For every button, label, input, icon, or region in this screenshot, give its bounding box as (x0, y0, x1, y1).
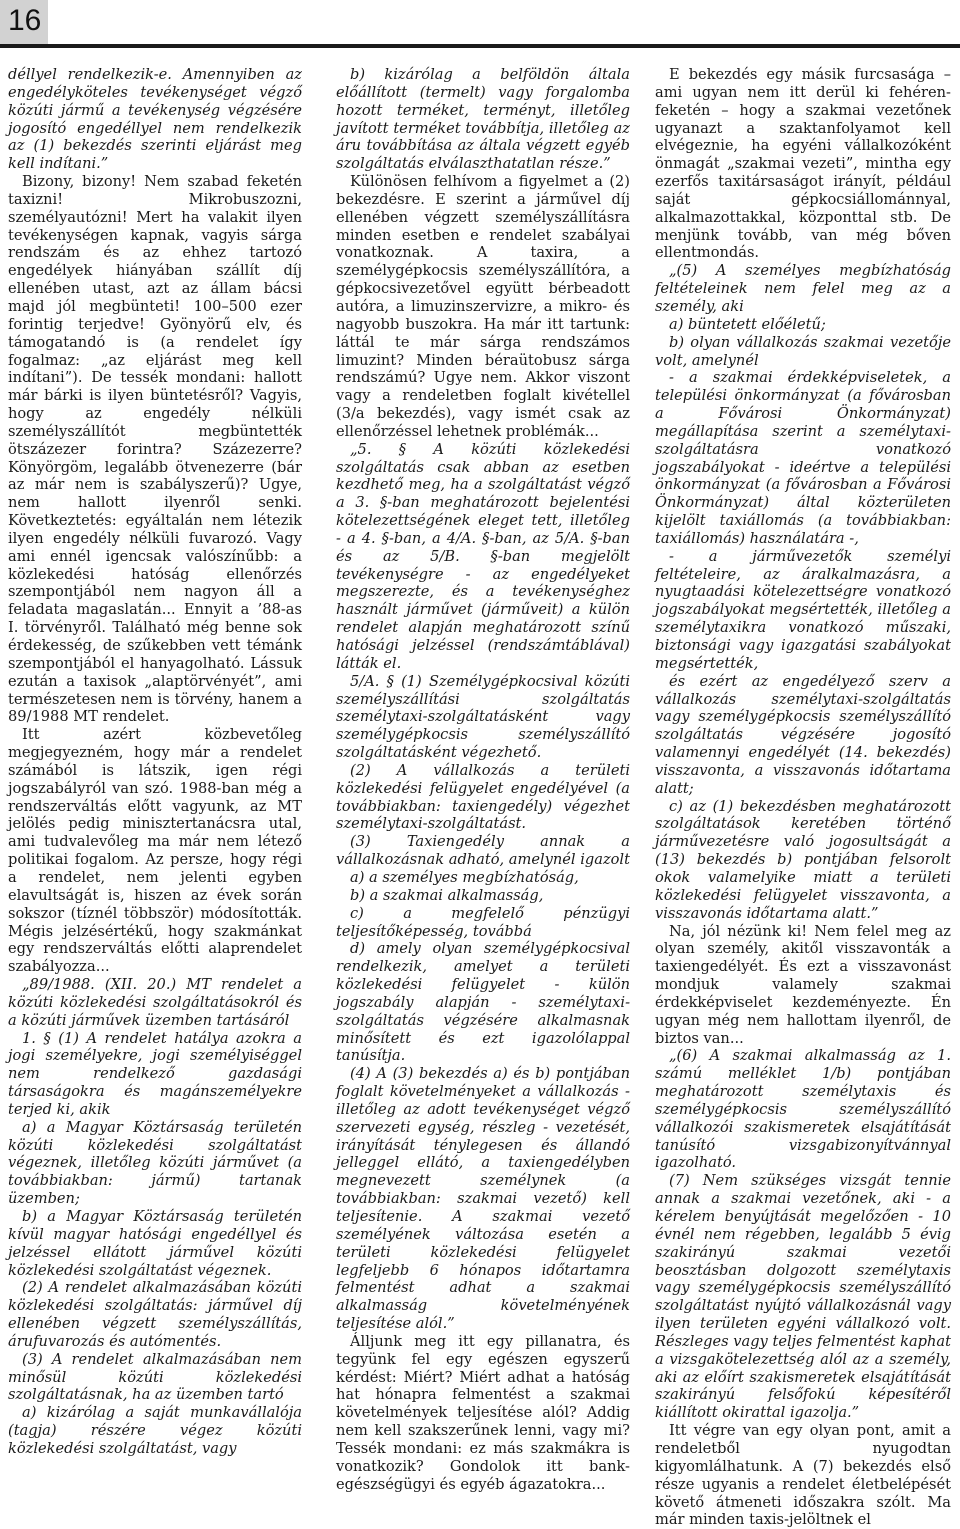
paragraph: (2) A vállalkozás a területi közlekedési felügyelet engedélyével (a továbbiakban: taxiengedély) végezhet személytaxi-szolgáltatást. (336, 761, 630, 833)
paragraph: déllyel rendelkezik-e. Amennyiben az engedélyköteles tevékenységet végző közúti jármű a tevékenység végzésére jogosító engedéllyel nem rendelkezik az (1) bekezdés szerinti eljárást meg kell indítani.” (8, 66, 302, 173)
paragraph: (2) A rendelet alkalmazásában közúti közlekedési szolgáltatás: járművel díj ellenében végzett személyszállítás, árufuvarozás és autómentés. (8, 1279, 302, 1350)
paragraph: b) olyan vállalkozás szakmai vezetője volt, amelynél (655, 333, 951, 369)
paragraph: Na, jól nézünk ki! Nem felel meg az olyan személy, akitől visszavonták a taxiengedélyét. És ezt a visszavonást mondjuk valamely szakmai érdekképviselet kezdeményezte. Én ugyan még nem hallottam ilyenről, de biztos van... (655, 922, 951, 1047)
paragraph: Bizony, bizony! Nem szabad feketén taxizni! Mikrobuszozni, személyautózni! Mert ha valakit ilyen tevékenységen kapnak, vagyis sárga rendszám és az ehhez tartozó engedélyek hiányában szállít díj ellenében utast, azt az állam bácsi majd jól megbünteti! 100–500 ezer forintig terjedve! Gyönyörű elv, és támogatandó is (a rendelet így fogalmaz: „az eljárást meg kell indítani”). De tessék mondani: hallott már bárki is ilyen büntetésről? Vagyis, hogy az engedély nélküli személyszállítót megbüntették ötszázezer forintra? Százezerre? Könyörgöm, legalább ötvenezerre (bár az már nem is szabályszerű)? Ugye, nem hallott ilyenről senki. Következtetés: egyáltalán nem létezik ilyen engedély nélküli fuvarozó. Vagy ami ennél igencsak valószínűbb: a közlekedési hatóság ellenőrzés szempontjából nem nagyon áll a feladata magaslatán... Ennyit a ’88-as I. törvényről. Található még benne sok érdekesség, de szűkebben vett témánk szempontjából el hanyagolható. Lássuk ezután a taxisok „alaptörvényét”, ami természetesen nem is törvény, hanem a 89/1988 MT rendelet. (8, 173, 302, 726)
paragraph: c) az (1) bekezdésben meghatározott szolgáltatások keretében történő járművezetésre való jogosultságát a (13) bekezdés b) pontjában felsorolt okok valamelyike miatt a területi közlekedési felügyelet visszavonta, a visszavonás időtartama alatt.” (655, 797, 951, 922)
column-middle (336, 66, 630, 1494)
paragraph: „(6) A szakmai alkalmasság az 1. számú melléklet 1/b) pontjában meghatározott személytaxis és személygépkocsis személyszállító vállalkozói szakismeretek elsajátítását tanúsító vizsgabizonyítvánnyal igazolható. (655, 1047, 951, 1172)
paragraph: - a szakmai érdekképviseletek, a települési önkormányzat (a fővárosban a Fővárosi Önkormányzat) megállapítása szerint a személytaxi-szolgáltatásra vonatkozó jogszabályokat - ideértve a települési önkormányzat (a fővárosban a Fővárosi Önkormányzat) által közterületen kijelölt taxiállomás (a továbbiakban: taxiállomás) használatára -, (655, 369, 951, 547)
paragraph: (3) Taxiengedély annak a vállalkozásnak adható, amelynél igazolt (336, 833, 630, 869)
page-number-box (0, 0, 48, 44)
paragraph: (3) A rendelet alkalmazásában nem minősül közúti közlekedési szolgáltatásnak, ha az üzemben tartó (8, 1350, 302, 1404)
paragraph: E bekezdés egy másik furcsasága – ami ugyan nem itt derül ki fehéren-feketén – hogy a szakmai vezetőnek ugyanazt a szaktanfolyamot kell elvégeznie, ha egyéni vállalkozóként önmagát „szakmai vezeti”, mintha egy ezerfős taxitársaságot irányít, például saját gépkocsiállománnyal, alkalmazottakkal, központtal stb. De menjünk tovább, van még bőven ellentmondás. (655, 66, 951, 262)
paragraph: c) a megfelelő pénzügyi teljesítőképesség, továbbá (336, 904, 630, 940)
page-number: 16 (8, 4, 42, 37)
paragraph: 5/A. § (1) Személygépkocsival közúti személyszállítási szolgáltatás személytaxi-szolgáltatásként vagy személygépkocsis személyszállító szolgáltatásként végezhető. (336, 672, 630, 762)
paragraph: Álljunk meg itt egy pillanatra, és tegyünk fel egy egészen egyszerű kérdést: Miért? Miért adhat a hatóság hat hónapra felmentést a szakmai követelmények teljesítése alól? Addig nem kell szakszerűnek lenni, vagy mi? Tessék mondani: ez más szakmákra is vonatkozik? Gondolok itt bank- egészségügyi és egyéb ágazatokra... (336, 1332, 630, 1493)
paragraph: „(5) A személyes megbízhatóság feltételeinek nem felel meg az a személy, aki (655, 262, 951, 315)
paragraph: 1. § (1) A rendelet hatálya azokra a jogi személyekre, jogi személyiséggel nem rendelkező gazdasági társaságokra és magánszemélyekre terjed ki, akik (8, 1029, 302, 1118)
paragraph: „5. § A közúti közlekedési szolgáltatás csak abban az esetben kezdhető meg, ha a szolgáltatást végző a 3. §-ban meghatározott bejelentési kötelezettségének eleget tett, illetőleg - a 4. §-ban, a 4/A. §-ban, az 5/A. §-ban és az 5/B. §-ban megjelölt tevékenységre - az engedélyeket megszerezte, és a tevékenységhez használt járművet (járműveit) a külön rendelet alapján meghatározott színű hatósági jelzéssel (rendszámtáblával) látták el. (336, 440, 630, 672)
paragraph: a) a személyes megbízhatóság, (350, 868, 579, 886)
paragraph: Különösen felhívom a figyelmet a (2) bekezdésre. E szerint a járművel díj ellenében végzett személyszállításra minden esetben e rendelet szabályai vonatkoznak. A taxira, a személygépkocsis személyszállítóra, a gépkocsivezetővel együtt bérbeadott autóra, a limuzinszervizre, a mikro- és nagyobb buszokra. Ha már itt tartunk: láttál te már sárga rendszámos limuzint? Minden béraütobusz sárga rendszámú? Ugye nem. Akkor viszont vagy a rendeletben foglalt kivétellel (3/a bekezdés), vagy ismét csak az ellenőrzéssel lehetnek problémák... (336, 173, 630, 440)
paragraph: - a járművezetők személyi feltételeire, az áralkalmazásra, a nyugtaadási kötelezettségre vonatkozó jogszabályokat megsértették, illetőleg a személytaxikra vonatkozó műszaki, biztonsági vagy igazgatási szabályokat megsértették, (655, 547, 951, 672)
paragraph: „89/1988. (XII. 20.) MT rendelet a közúti közlekedési szolgáltatásokról és a közúti járművek üzemben tartásáról (8, 976, 302, 1029)
paragraph: Itt azért közbevetőleg megjegyezném, hogy már a rendelet számából is látszik, igen régi jogszabályról van szó. 1988-ban még a rendszerváltás előtt vagyunk, az MT jelölés pedig minisztertanácsra utal, ami tudvalevőleg ma már nem létező politikai fogalom. Az persze, hogy régi a rendelet, nem jelenti egyben elavultságát is, hiszen az évek során sokszor (tíznél többször) módosították. Mégis jelzésértékű, hogy szakmánkat egy rendszerváltás előtti alaprendelet szabályozza... (8, 726, 302, 976)
paragraph: b) kizárólag a belföldön általa előállított (termelt) vagy forgalomba hozott terméket, terményt, illetőleg javított terméket továbbítja, illetőleg az áru továbbítása az általa végzett egyéb szolgáltatás elválaszthatatlan része.” (336, 66, 630, 173)
paragraph: b) a szakmai alkalmasság, (350, 886, 544, 904)
paragraph: b) a Magyar Köztársaság területén kívül magyar hatósági engedéllyel és jelzéssel ellátott járművel közúti közlekedési szolgáltatást végeznek. (8, 1208, 302, 1279)
paragraph: és ezért az engedélyező szerv a vállalkozás személytaxi-szolgáltatás vagy személygépkocsis személyszállító szolgáltatás végzésére jogosító valamennyi engedélyét (14. bekezdés) visszavonta, a visszavonás időtartama alatt; (655, 672, 951, 797)
paragraph: d) amely olyan személygépkocsival rendelkezik, amelyet a területi közlekedési felügyelet - külön jogszabály alapján - személytaxi-szolgáltatás végzésére alkalmasnak minősített és ezt igazolólappal tanúsítja. (336, 940, 630, 1065)
paragraph: (7) Nem szükséges vizsgát tennie annak a szakmai vezetőnek, aki - a kérelem benyújtását megelőzően - 10 évnél nem régebben, legalább 5 évig szakirányú szakmai vezetői beosztásban dolgozott személytaxis vagy személygépkocsis személyszállító szolgáltatást nyújtó vállalkozásnál vagy ilyen területen egyéni vállalkozó volt. Részleges vagy teljes felmentést kaphat a vizsgakötelezettség alól az a személy, aki az előírt szakismeretek elsajátítását szakirányú felsőfokú képesítéről kiállított okirattal igazolja.” (655, 1172, 951, 1422)
column-left (8, 66, 302, 1458)
paragraph: (4) A (3) bekezdés a) és b) pontjában foglalt követelményeket a vállalkozás - illetőleg az adott tevékenységet végző szervezeti egység, részleg - vezetését, irányítását ténylegesen és állandó jelleggel ellátó, a taxiengedélyben megnevezett személynek (a továbbiakban: szakmai vezető) kell teljesítenie. A szakmai vezető személyének változása esetén a területi közlekedési felügyelet legfeljebb 6 hónapos időtartamra felmentést adhat a szakmai alkalmasság követelményének teljesítése alól.” (336, 1065, 630, 1333)
paragraph: a) a Magyar Köztársaság területén közúti közlekedési szolgáltatást végeznek, illetőleg közúti járművet (a továbbiakban: jármű) tartanak üzemben; (8, 1118, 302, 1208)
column-right (655, 66, 951, 1529)
paragraph: Itt végre van egy olyan pont, amit a rendeletből nyugodtan kigyomlálhatunk. A (7) bekezdés első része ugyanis a rendelet életbelépését követő átmeneti időszakra szólt. Ma már minden taxis-jelöltnek el (655, 1422, 951, 1529)
paragraph: a) büntetett előéletű; (669, 315, 826, 333)
header-rule (0, 44, 960, 48)
paragraph: a) kizárólag a saját munkavállalója (tagja) részére végez közúti közlekedési szolgáltatást, vagy (8, 1404, 302, 1457)
